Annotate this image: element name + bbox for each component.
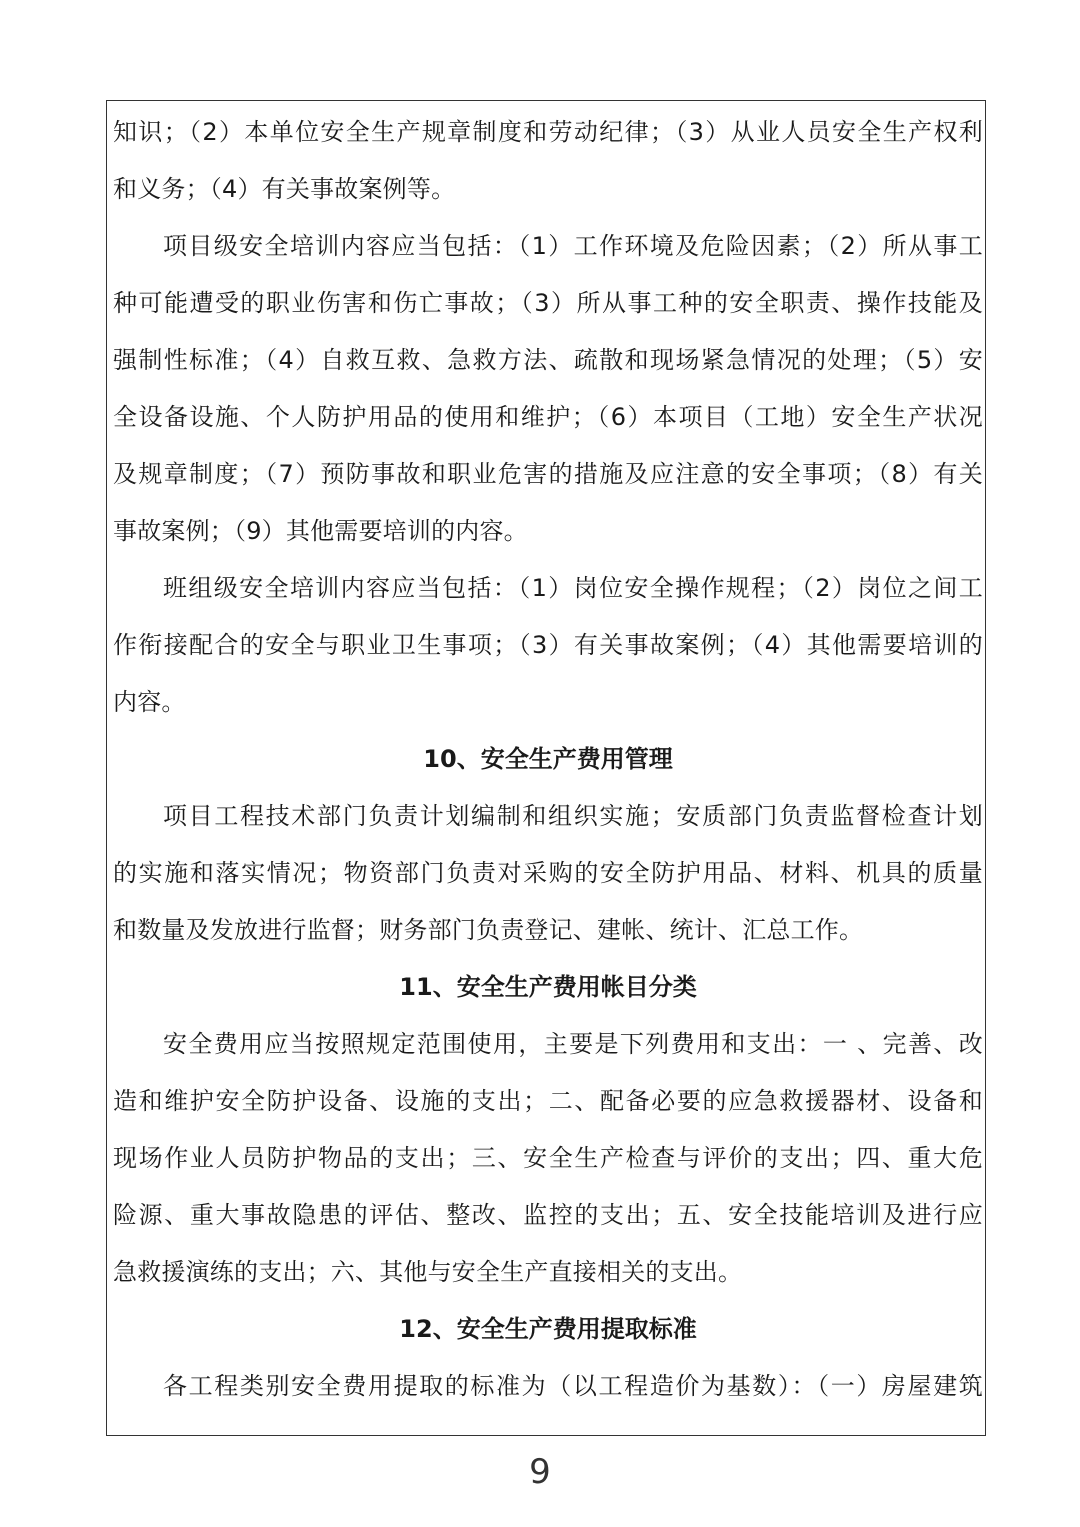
text-line: 造和维护安全防护设备、设施的支出；二、配备必要的应急救援器材、设备和 [113,1087,983,1115]
document-body [113,104,983,1415]
paragraph-cost-categories [113,1016,983,1301]
page-number: 9 [529,1452,551,1492]
section-heading-11: 11、安全生产费用帐目分类 [399,973,697,1001]
text-line: 项目工程技术部门负责计划编制和组织实施；安质部门负责监督检查计划 [163,802,983,830]
text-line: 作衔接配合的安全与职业卫生事项；（3）有关事故案例；（4）其他需要培训的 [113,631,983,659]
paragraph-cost-management [113,788,983,959]
section-heading-10: 10、安全生产费用管理 [423,745,673,773]
text-line: 及规章制度；（7）预防事故和职业危害的措施及应注意的安全事项；（8）有关 [113,460,983,488]
text-line: 全设备设施、个人防护用品的使用和维护；（6）本项目（工地）安全生产状况 [113,403,983,431]
text-line: 安全费用应当按照规定范围使用，主要是下列费用和支出：一 、完善、改 [163,1030,983,1058]
text-line: 现场作业人员防护物品的支出；三、安全生产检查与评价的支出；四、重大危 [113,1144,983,1172]
text-line: 班组级安全培训内容应当包括：（1）岗位安全操作规程；（2）岗位之间工 [163,574,983,602]
paragraph-extraction-standard [113,1358,983,1415]
paragraph-project-level-training [113,218,983,560]
text-line: 项目级安全培训内容应当包括：（1）工作环境及危险因素；（2）所从事工 [163,232,983,260]
text-line: 各工程类别安全费用提取的标准为（以工程造价为基数）：（一）房屋建筑 [163,1372,983,1400]
text-line: 种可能遭受的职业伤害和伤亡事故；（3）所从事工种的安全职责、操作技能及 [113,289,983,317]
paragraph-team-level-training [113,560,983,731]
text-line: 事故案例；（9）其他需要培训的内容。 [113,517,528,545]
text-line: 知识；（2）本单位安全生产规章制度和劳动纪律；（3）从业人员安全生产权利 [113,118,983,146]
text-line: 和数量及发放进行监督；财务部门负责登记、建帐、统计、汇总工作。 [113,916,864,944]
section-heading-12: 12、安全生产费用提取标准 [399,1315,697,1343]
text-line: 险源、重大事故隐患的评估、整改、监控的支出；五、安全技能培训及进行应 [113,1201,983,1229]
text-line: 内容。 [113,688,186,716]
paragraph-training-knowledge-end [113,104,983,218]
text-line: 急救援演练的支出；六、其他与安全生产直接相关的支出。 [113,1258,743,1286]
text-line: 的实施和落实情况；物资部门负责对采购的安全防护用品、材料、机具的质量 [113,859,983,887]
text-line: 强制性标准；（4）自救互救、急救方法、疏散和现场紧急情况的处理；（5）安 [113,346,983,374]
text-line: 和义务；（4）有关事故案例等。 [113,175,456,203]
